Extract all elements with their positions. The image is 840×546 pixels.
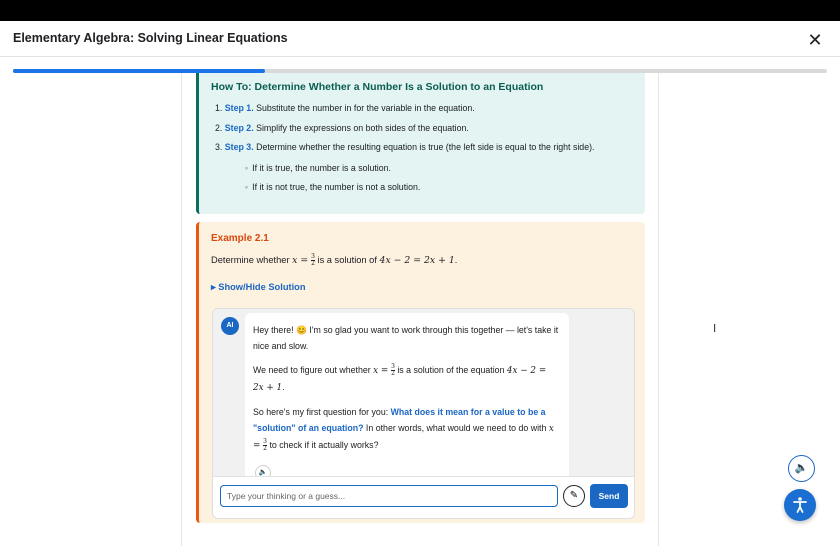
howto-title: How To: Determine Whether a Number Is a Solution to an Equation [211, 81, 544, 93]
dialog-header [0, 21, 840, 57]
text: . [282, 382, 285, 392]
accessibility-icon[interactable] [784, 489, 816, 521]
text: is a solution of [314, 254, 380, 265]
text: to check if it actually works? [267, 440, 379, 450]
audio-icon[interactable]: 🔈 [788, 455, 815, 482]
text-cursor-icon: I [713, 322, 717, 335]
pencil-icon[interactable]: ✎ [563, 485, 585, 507]
show-hide-solution-toggle[interactable]: ▸ Show/Hide Solution [211, 282, 306, 292]
fraction-den: 2 [391, 370, 395, 378]
ai-chat-panel [212, 308, 635, 519]
equation: 4x − 2 = 2x + 1 [379, 254, 455, 266]
page-title: Elementary Algebra: Solving Linear Equations [13, 31, 288, 45]
step-text: Substitute the number in for the variable in the equation. [253, 103, 475, 113]
sub-item: ◦ If it is not true, the number is not a solution. [245, 182, 420, 192]
step-number: 2. [215, 123, 223, 133]
howto-box [196, 73, 645, 214]
step-label: Step 2. [224, 123, 254, 133]
text: So here's my first question for you: [253, 407, 391, 417]
top-black-bar [0, 0, 840, 21]
message-paragraph: Hey there! 😊 I'm so glad you want to work through this together — let's take it nice and slow. [253, 325, 559, 351]
example-title: Example 2.1 [211, 233, 269, 244]
step-number: 3. [215, 142, 223, 152]
math-var: x [373, 366, 379, 376]
step-text: Simplify the expressions on both sides of the equation. [253, 123, 469, 133]
math-eq: = [378, 366, 392, 376]
example-statement [211, 254, 457, 267]
text: is a solution of the equation [394, 365, 507, 375]
ai-message-bubble [245, 313, 569, 488]
equation: 4x − 2 = [506, 366, 547, 376]
math-var: x [292, 254, 298, 266]
example-box [196, 222, 645, 523]
text: In other words, what would we need to do with [363, 423, 549, 433]
message-paragraph [253, 362, 561, 396]
math-var: x [548, 424, 554, 434]
close-icon[interactable]: ✕ [807, 30, 823, 50]
step-item [215, 123, 469, 133]
step-label: Step 3. [224, 142, 254, 152]
ai-avatar: AI [221, 317, 239, 335]
chat-composer [213, 476, 635, 519]
fraction-num: 3 [311, 253, 315, 260]
fraction-num: 3 [391, 363, 395, 371]
highlighted-question: What does it mean for a value to be a "solution" of an equation? [253, 407, 546, 433]
step-label: Step 1. [224, 103, 254, 113]
text: Determine whether [211, 254, 293, 265]
step-text: Determine whether the resulting equation is true (the left side is equal to the right side). [253, 142, 595, 152]
step-item [215, 142, 594, 152]
text: We need to figure out whether [253, 365, 374, 375]
equation: 2x + 1 [253, 383, 283, 393]
math-eq: = [297, 254, 312, 266]
fraction-den: 2 [311, 260, 315, 267]
fraction-num: 3 [263, 438, 267, 446]
step-item [215, 103, 475, 113]
text: . [454, 254, 458, 265]
message-paragraph [253, 404, 561, 454]
step-number: 1. [215, 103, 223, 113]
math-eq: = [253, 441, 264, 451]
speaker-icon[interactable]: 🔈 [255, 465, 271, 481]
chat-input[interactable] [220, 485, 558, 507]
lesson-content [181, 73, 659, 546]
sub-item: ◦ If it is true, the number is a solution. [245, 163, 391, 173]
send-button[interactable]: Send [590, 484, 628, 508]
fraction-den: 2 [263, 445, 267, 453]
